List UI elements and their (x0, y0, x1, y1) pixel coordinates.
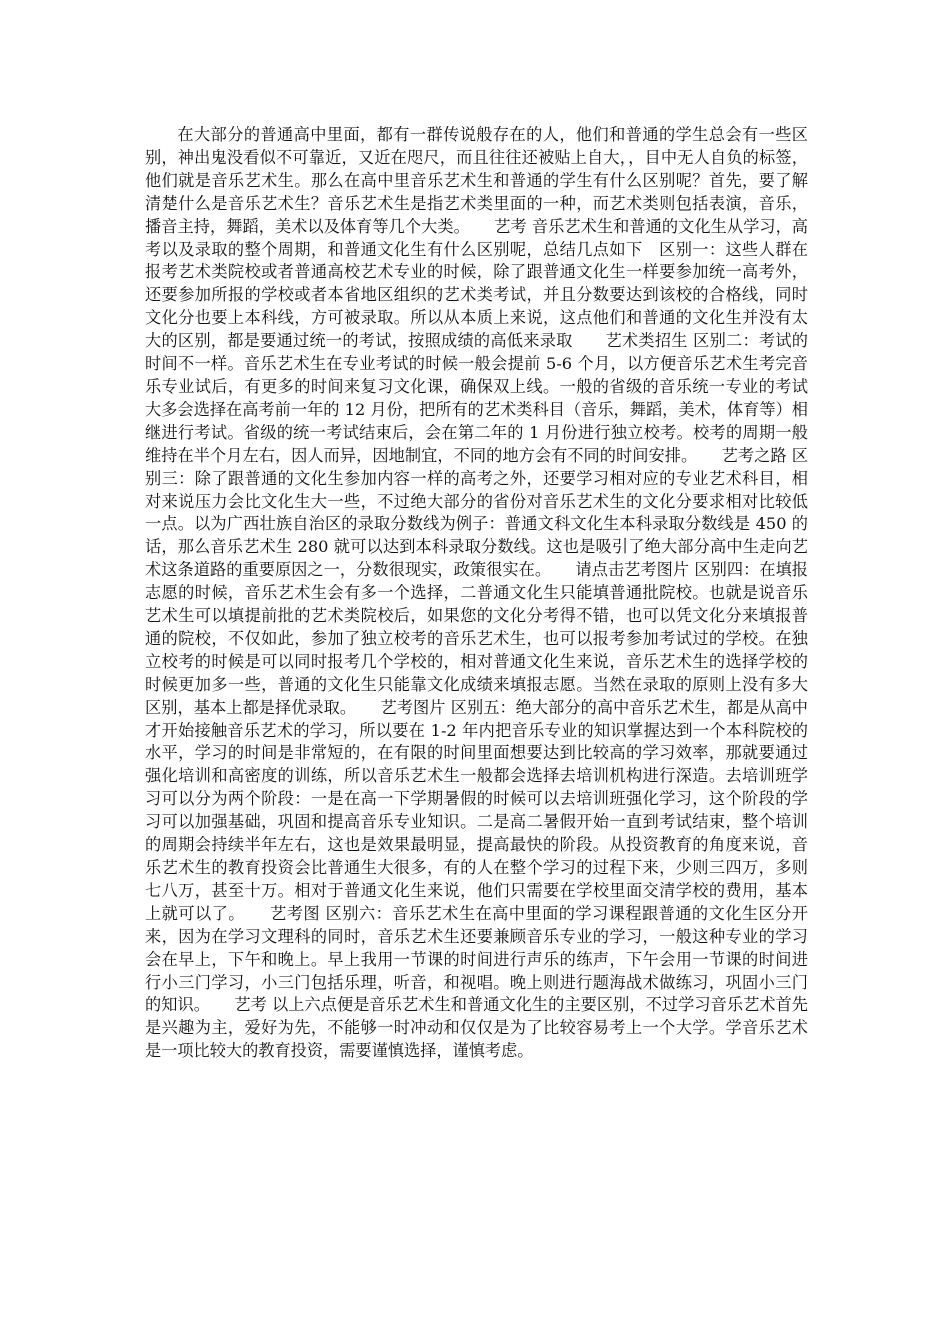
body-paragraph: 在大部分的普通高中里面，都有一群传说般存在的人，他们和普通的学生总会有一些区别，神出鬼没看似不可靠近，又近在咫尺，而且往往还被贴上自大，，目中无人自负的标签，他们就是音乐艺术生。那么在高中里音乐艺术生和普通的学生有什么区别呢？首先，要了解清楚什么是音乐艺术生？音乐艺术生是指艺术类里面的一种，而艺术类则包括表演，音乐，播音主持，舞蹈，美术以及体育等几个大类。 艺考 音乐艺术生和普通的文化生从学习，高考以及录取的整个周期，和普通文化生有什么区别呢，总结几点如下 区别一：这些人群在报考艺术类院校或者普通高校艺术专业的时候，除了跟普通文化生一样要参加统一高考外，还要参加所报的学校或者本省地区组织的艺术类考试，并且分数要达到该校的合格线，同时文化分也要上本科线，方可被录取。所以从本质上来说，这点他们和普通的文化生并没有太大的区别，都是要通过统一的考试，按照成绩的高低来录取 艺术类招生 区别二：考试的时间不一样。音乐艺术生在专业考试的时候一般会提前 5-6 个月，以方便音乐艺术生考完音乐专业试后，有更多的时间来复习文化课，确保双上线。一般的省级的音乐统一专业的考试大多会选择在高考前一年的 12 月份，把所有的艺术类科目（音乐，舞蹈，美术，体育等）相继进行考试。省级的统一考试结束后，会在第二年的 1 月份进行独立校考。校考的周期一般维持在半个月左右，因人而异，因地制宜，不同的地方会有不同的时间安排。 艺考之路 区别三：除了跟普通的文化生参加内容一样的高考之外，还要学习相对应的专业艺术科目，相对来说压力会比文化生大一些，不过绝大部分的省份对音乐艺术生的文化分要求相对比较低一点。以为广西壮族自治区的录取分数线为例子：普通文科文化生本科录取分数线是 450 的话，那么音乐艺术生 280 就可以达到本科录取分数线。这也是吸引了绝大部分高中生走向艺术这条道路的重要原因之一，分数很现实，政策很实在。 请点击艺考图片 区别四：在填报志愿的时候，音乐艺术生会有多一个选择，二普通文化生只能填普通批院校。也就是说音乐艺术生可以填提前批的艺术类院校后，如果您的文化分考得不错，也可以凭文化分来填报普通的院校，不仅如此，参加了独立校考的音乐艺术生，也可以报考参加考试过的学校。在独立校考的时候是可以同时报考几个学校的，相对普通文化生来说，音乐艺术生的选择学校的时候更加多一些，普通的文化生只能靠文化成绩来填报志愿。当然在录取的原则上没有多大区别，基本上都是择优录取。 艺考图片 区别五：绝大部分的高中音乐艺术生，都是从高中才开始接触音乐艺术的学习，所以要在 1-2 年内把音乐专业的知识掌握达到一个本科院校的水平，学习的时间是非常短的，在有限的时间里面想要达到比较高的学习效率，那就要通过强化培训和高密度的训练，所以音乐艺术生一般都会选择去培训机构进行深造。去培训班学习可以分为两个阶段：一是在高一下学期暑假的时候可以去培训班强化学习，这个阶段的学习可以加强基础，巩固和提高音乐专业知识。二是高二暑假开始一直到考试结束，整个培训的周期会持续半年左右，这也是效果最明显，提高最快的阶段。从投资教育的角度来说，音乐艺术生的教育投资会比普通生大很多，有的人在整个学习的过程下来，少则三四万，多则七八万，甚至十万。相对于普通文化生来说，他们只需要在学校里面交清学校的费用，基本上就可以了。 艺考图 区别六：音乐艺术生在高中里面的学习课程跟普通的文化生区分开来，因为在学习文理科的同时，音乐艺术生还要兼顾音乐专业的学习，一般这种专业的学习会在早上，下午和晚上。早上我用一节课的时间进行声乐的练声，下午会用一节课的时间进行小三门学习，小三门包括乐理，听音，和视唱。晚上则进行题海战术做练习，巩固小三门的知识。 艺考 以上六点便是音乐艺术生和普通文化生的主要区别，不过学习音乐艺术首先是兴趣为主，爱好为先，不能够一时冲动和仅仅是为了比较容易考上一个大学。学音乐艺术是一项比较大的教育投资，需要谨慎选择，谨慎考虑。 (145, 125, 808, 1061)
document-body (145, 124, 808, 1063)
